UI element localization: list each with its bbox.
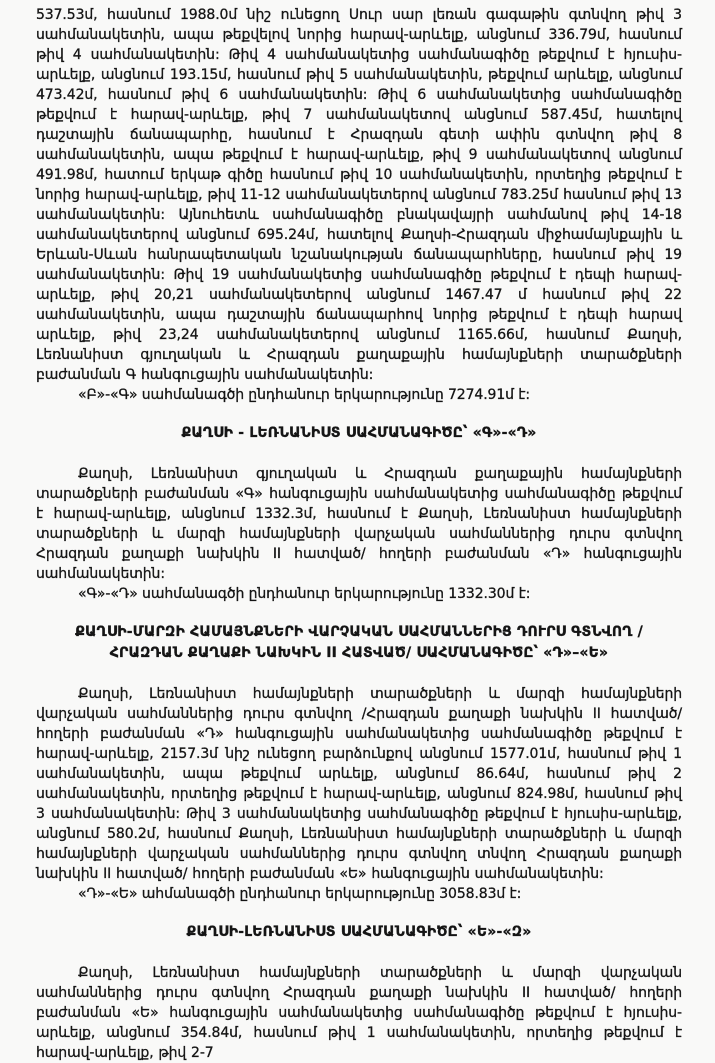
boundary-length-summary-b-g: «Բ»-«Գ» սահմանագծի ընդհանուր երկարությունը 7274.91մ է: — [78, 387, 531, 403]
boundary-length-summary-g-d: «Գ»-«Դ» սահմանագծի ընդհանուր երկարությունը 1332.30մ է: — [78, 586, 531, 602]
section-heading-d-e: ՔԱՂՍԻ-ՄԱՐԶԻ ՀԱՄԱՅՆՔՆԵՐԻ ՎԱՐՉԱԿԱՆ ՍԱՀՄԱՆՆԵՐԻՑ ԴՈՒՐՍ ԳՏՆՎՈՂ /ՀՐԱԶԴԱՆ ՔԱՂԱՔԻ ՆԱԽԿԻՆ II ՀԱՏՎԱԾ/ ՍԱՀՄԱՆԱԳԻԾԸ՝ «Դ»–«Ե» — [75, 624, 643, 661]
boundary-paragraph-b-g: 537.53մ, հասնում 1988.0մ նիշ ունեցող Սուր սար լեռան գագաթին գտնվող թիվ 3 սահմանակետին, ապա թեքվելով նորից հարավ-արևելք, անցնում 336.79մ, հասնում թիվ 4 սահմանակետին: Թիվ 4 սահմանակետից սահմանագիծը թեքվում է հյուսիս-արևելք, անցնում 193.15մ, հասնում թիվ 5 սահմանակետին, թեքվում արևելք, անցնում 473.42մ, հասնում թիվ 6 սահմանակետին: Թիվ 6 սահմանակետից սահմանագիծը թեքվում է հարավ-արևելք, թիվ 7 սահմանակետով անցնում 587.45մ, հատելով դաշտային ճանապարհը, հասնում է Հրազդան գետի ափին գտնվող թիվ 8 սահմանակետին, ապա թեքվում է հարավ-արևելք, թիվ 9 սահմանակետով անցնում 491.98մ, հատում երկաթ գիծը հասնում թիվ 10 սահմանակետին, որտեղից թեքվում է նորից հարավ-արևելք, թիվ 11-12 սահմանակետերով անցնում 783.25մ հասնում թիվ 13 սահմանակետին: Այնուհետև սահմանագիծը բնակավայրի սահմանով թիվ 14-18 սահմանակետերով անցնում 695.24մ, հատելով Քաղսի-Հրազդան միջհամայնքային և Երևան-Սևան հանրապետական նշանակության ճանապարհները, հասնում թիվ 19 սահմանակետին: Թիվ 19 սահմանակետից սահմանագիծը թեքվում է դեպի հարավ-արևելք, թիվ 20,21 սահմանակետերով անցնում 1467.47 մ հասնում թիվ 22 սահմանակետին, ապա դաշտային ճանապարհով նորից թեքվում է դեպի հարավ արևելք, թիվ 23,24 սահմանակետերով անցնում 1165.66մ, հասնում Քաղսի, Լեռնանիստ գյուղական և Հրազդան քաղաքային համայնքների տարածքների բաժանման Գ հանգուցային սահմանակետին: — [36, 7, 682, 383]
boundary-length-summary-d-e: «Դ»-«Ե» ահմանագծի ընդհանուր երկարությունը 3058.83մ է: — [78, 886, 522, 902]
boundary-paragraph-g-d: Քաղսի, Լեռնանիստ գյուղական և Հրազդան քաղաքային համայնքների տարածքների բաժանման «Գ» հանգուցային սահմանակետից սահմանագիծը թեքվում է հարավ-արևելք, անցնում 1332.3մ, հասնում է Քաղսի, Լեռնանիստ համայնքների տարածքների և մարզի համայնքների վարչական սահմաններից դուրս գտնվող Հրազդան քաղաքի նախկին II հատված/ հողերի բաժանման «Դ» հանգուցային սահմանակետին: — [36, 466, 682, 582]
boundary-paragraph-e-z: Քաղսի, Լեռնանիստ համայնքների տարածքների և մարզի վարչական սահմաններից դուրս գտնվող Հրազդան քաղաքի նախկին II հատված/ հողերի բաժանման «Ե» հանգուցային սահմանակետից սահմանագիծը թեքվում է հյուսիս-արևելք, անցնում 354.84մ, հասնում թիվ 1 սահմանակետին, որտեղից թեքվում է հարավ-արևելք, թիվ 2-7 — [36, 965, 682, 1061]
section-heading-g-d: ՔԱՂՍԻ - ԼԵՌՆԱՆԻՍՏ ՍԱՀՄԱՆԱԳԻԾԸ՝ «Գ»-«Դ» — [181, 425, 537, 441]
section-heading-e-z: ՔԱՂՍԻ-ԼԵՌՆԱՆԻՍՏ ՍԱՀՄԱՆԱԳԻԾԸ՝ «Ե»-«Զ» — [186, 924, 532, 940]
boundary-paragraph-d-e: Քաղսի, Լեռնանիստ համայնքների տարածքների և մարզի համայնքների վարչական սահմաններից դուրս գտնվող /Հրազդան քաղաքի նախկին II հատված/ հողերի բաժանման «Դ» հանգուցային սահմանակետից սահմանագիծը թեքվում է հարավ-արևելք, 2157.3մ նիշ ունեցող բարձունքով անցնում 1577.01մ, հասնում թիվ 1 սահմանակետին, ապա թեքվում արևելք, անցնում 86.64մ, հասնում թիվ 2 սահմանակետին, որտեղից թեքվում է հարավ-արևելք, անցնում 824.98մ, հասնում թիվ 3 սահմանակետին: Թիվ 3 սահմանակետից սահմանագիծը թեքվում է հյուսիս-արևելք, անցնում 580.2մ, հասնում Քաղսի, Լեռնանիստ համայնքների տարածքների և մարզի համայնքների վարչական սահմաններից դուրս գտնվող տնվող Հրազդան քաղաքի նախկին II հատված/ հողերի բաժանման «Ե» հանգուցային սահմանակետին: — [36, 686, 682, 882]
